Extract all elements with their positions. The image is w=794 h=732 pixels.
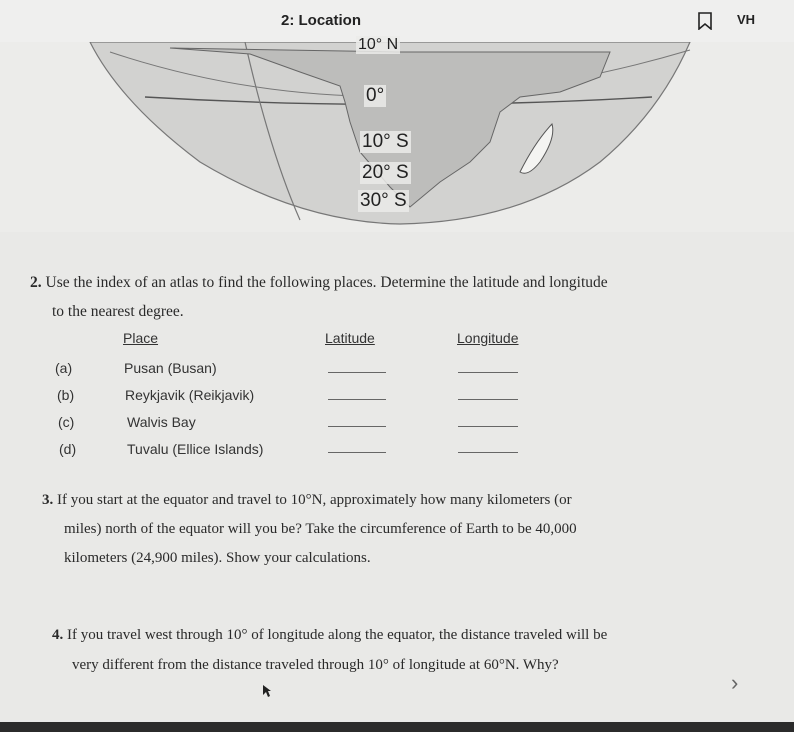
answer-blank[interactable] [328, 452, 386, 453]
row-place: Reykjavik (Reikjavik) [125, 387, 255, 403]
answer-blank[interactable] [328, 426, 386, 427]
column-header-latitude: Latitude [325, 330, 375, 346]
row-label: (a) [55, 360, 73, 376]
question-text: Use the index of an atlas to find the following places. Determine the latitude and longitude [45, 274, 608, 291]
latitude-label-20s: 20° S [362, 162, 409, 183]
user-avatar[interactable]: VH [737, 12, 756, 27]
bottom-edge [0, 722, 794, 732]
question-text: kilometers (24,900 miles). Show your calculations. [64, 550, 371, 566]
row-label: (d) [59, 441, 77, 457]
chevron-right-icon[interactable]: › [731, 670, 739, 695]
page-title: 2: Location [281, 12, 362, 29]
question-number: 4. [52, 627, 64, 643]
question-text: If you travel west through 10° of longitude along the equator, the distance traveled will be [67, 627, 608, 643]
question-4 [52, 620, 752, 680]
question-number: 2. [30, 274, 42, 291]
answer-blank[interactable] [328, 372, 386, 373]
question-text: to the nearest degree. [52, 303, 184, 320]
question-number: 3. [42, 492, 54, 508]
mouse-pointer-icon [262, 684, 272, 698]
answer-blank[interactable] [328, 399, 386, 400]
answer-blank[interactable] [458, 372, 518, 373]
question-3 [42, 486, 742, 573]
column-header-longitude: Longitude [457, 330, 519, 346]
answer-blank[interactable] [458, 399, 518, 400]
latitude-label-10n: 10° N [358, 36, 399, 53]
answer-blank[interactable] [458, 452, 518, 453]
row-label: (b) [57, 387, 75, 403]
column-header-place: Place [123, 330, 159, 346]
row-place: Pusan (Busan) [124, 360, 217, 376]
question-text: If you start at the equator and travel to 10°N, approximately how many kilometers (or [57, 492, 572, 508]
question-2 [30, 268, 750, 326]
question-text: very different from the distance traveled through 10° of longitude at 60°N. Why? [72, 657, 559, 673]
question-text: miles) north of the equator will you be? Take the circumference of Earth to be 40,000 [64, 521, 577, 537]
answer-blank[interactable] [458, 426, 518, 427]
bookmark-icon[interactable] [697, 12, 713, 30]
row-place: Walvis Bay [127, 414, 196, 430]
row-label: (c) [58, 414, 75, 430]
latitude-label-10s: 10° S [362, 131, 409, 152]
row-place: Tuvalu (Ellice Islands) [127, 441, 264, 457]
latitude-label-0: 0° [366, 85, 385, 106]
latitude-label-30s: 30° S [360, 190, 407, 211]
